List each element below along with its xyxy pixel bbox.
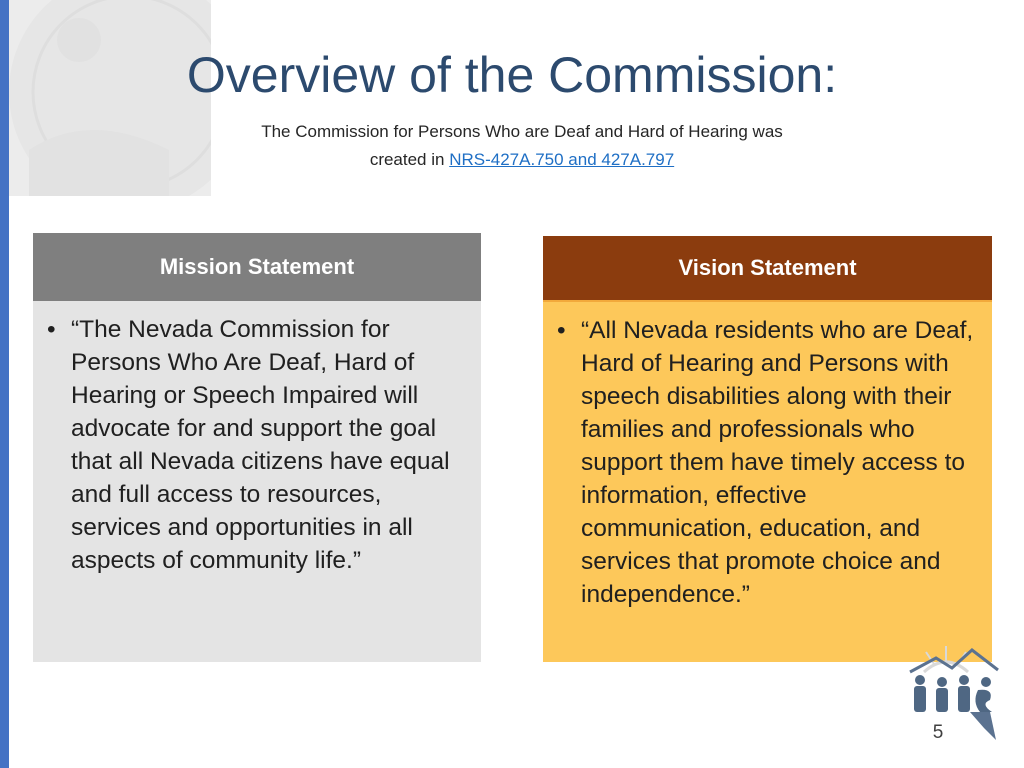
mission-card — [33, 233, 481, 662]
nrs-link[interactable]: NRS-427A.750 and 427A.797 — [449, 150, 675, 169]
vision-statement — [557, 314, 978, 611]
subtitle — [150, 118, 894, 174]
vision-text: “All Nevada residents who are Deaf, Hard of Hearing and Persons with speech disabilities along with their families and professionals who support them have timely access to information, effective communication, education, and services that promote choice and independence.” — [581, 317, 974, 608]
vision-card — [543, 236, 992, 662]
bullet-icon: • — [557, 317, 566, 344]
vision-list — [543, 302, 992, 611]
subtitle-line-2 — [150, 146, 894, 174]
page-title: Overview of the Commission: — [186, 47, 838, 103]
subtitle-line-1: The Commission for Persons Who are Deaf and Hard of Hearing was — [261, 122, 783, 141]
left-accent-bar — [0, 0, 9, 768]
subtitle-prefix: created in — [369, 150, 445, 169]
dhhs-logo — [906, 628, 1002, 744]
mission-header: Mission Statement — [33, 233, 481, 301]
mission-list — [33, 301, 481, 577]
mission-text: “The Nevada Commission for Persons Who Are Deaf, Hard of Hearing or Speech Impaired will advocate for and support the goal that all Nevada citizens have equal and full access to resources, services and opportunities in all aspects of community life.” — [71, 316, 450, 574]
vision-header: Vision Statement — [543, 236, 992, 302]
dhhs-logo-icon — [906, 628, 1002, 744]
page-number: 5 — [932, 722, 944, 743]
mission-statement — [47, 313, 467, 577]
bullet-icon: • — [47, 316, 56, 343]
